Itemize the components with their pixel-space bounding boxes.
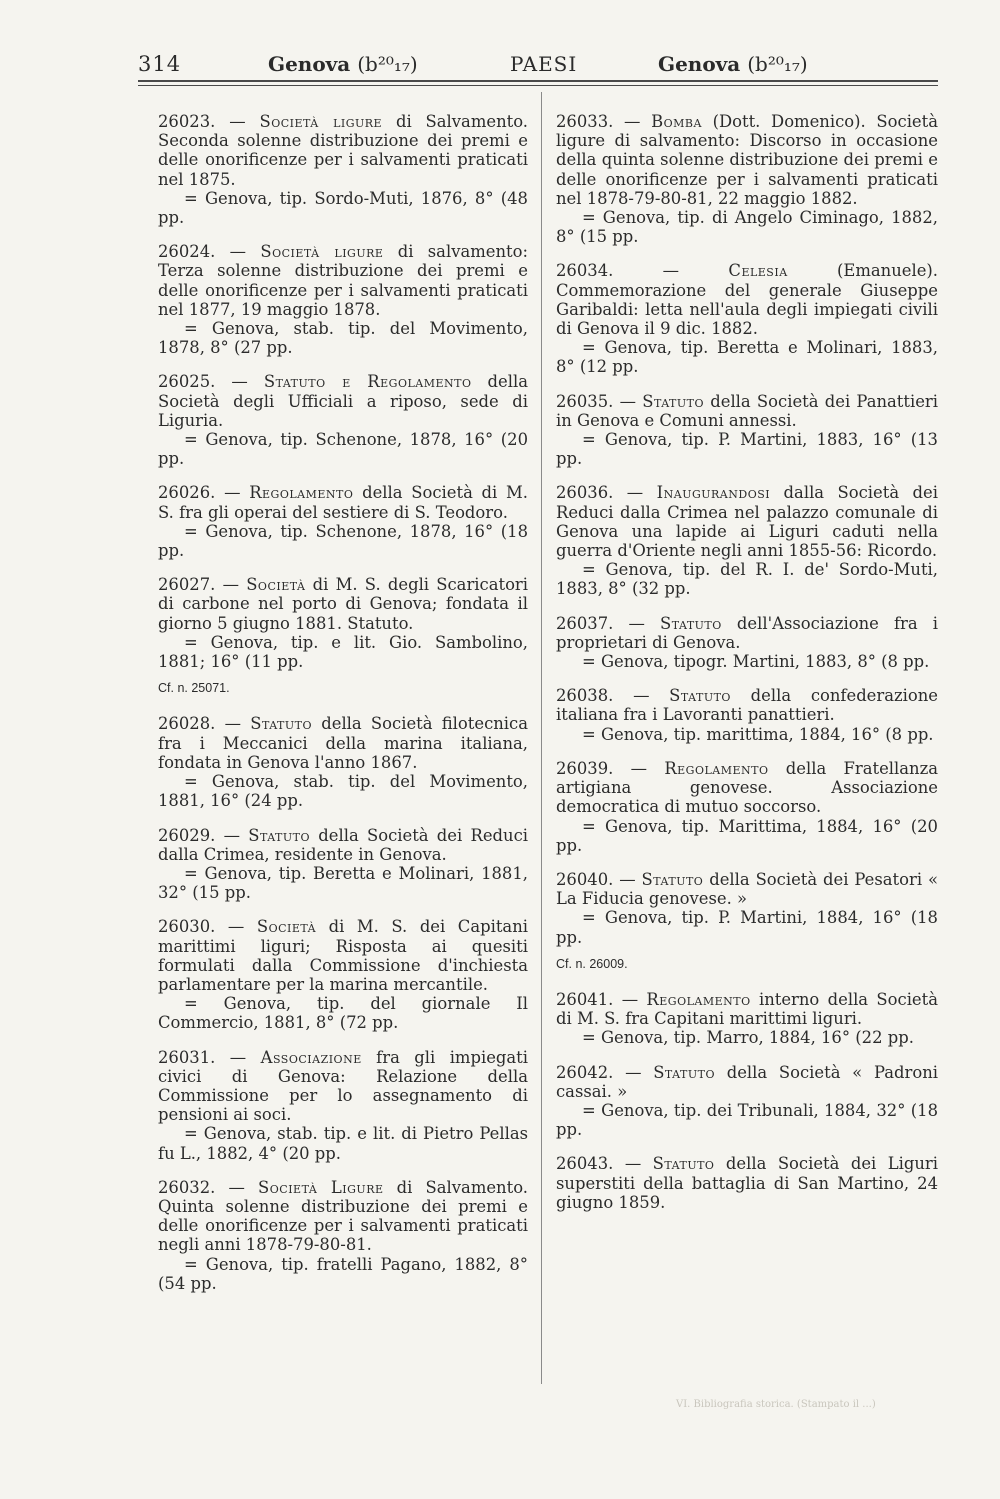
bibliography-entry [556, 392, 938, 469]
entry-dash: — [613, 483, 657, 503]
header-left-city: Genova [268, 52, 351, 76]
entry-title: della Società dei Pesatori « La Fiducia genovese. » [556, 869, 938, 909]
entry-text [556, 870, 938, 908]
bibliography-entry [158, 714, 528, 810]
bibliography-entry [158, 1048, 528, 1163]
entry-cross-reference: Cf. n. 25071. [158, 681, 230, 696]
entry-dash: — [613, 613, 661, 633]
entry-text [158, 826, 528, 864]
entry-text [158, 1178, 528, 1255]
entry-title: interno della Società di M. S. fra Capitani marittimi liguri. [556, 989, 938, 1029]
entry-number: 26026. [158, 483, 216, 503]
bibliography-entry [158, 372, 528, 468]
entry-dash: — [613, 1062, 654, 1082]
entry-title: dell'Associazione fra i proprietari di Genova. [556, 613, 939, 652]
running-header [138, 44, 938, 86]
entry-imprint: = Genova, tip. Beretta e Molinari, 1883, 8° (12 pp. [556, 338, 938, 377]
entry-title: della Fratellanza artigiana genovese. Associazione democratica di mutuo soccorso. [556, 758, 939, 817]
entry-imprint: = Genova, tip. Marittima, 1884, 16° (20 pp. [556, 816, 938, 855]
entry-text [158, 242, 528, 319]
entry-number: 26041. [556, 989, 614, 1009]
entry-number: 26035. [556, 391, 614, 411]
header-rule-thick [138, 80, 938, 82]
entry-heading: Regolamento [249, 483, 354, 503]
bibliography-entry [158, 483, 528, 560]
bibliography-entry [556, 686, 938, 744]
header-right-code: (b²⁰₁₇) [747, 52, 808, 76]
entry-heading: Bomba [651, 112, 702, 131]
entry-dash: — [215, 372, 264, 392]
entry-dash: — [613, 758, 665, 778]
entry-number: 26023. [158, 112, 216, 131]
entry-number: 26042. [556, 1062, 614, 1082]
entry-dash: — [613, 112, 652, 131]
entry-text [158, 917, 528, 994]
entry-dash: — [613, 1154, 653, 1174]
entry-text [556, 990, 938, 1028]
entry-heading: Inaugurandosi [656, 483, 771, 503]
entry-imprint: = Genova, stab. tip. del Movimento, 1881, 16° (24 pp. [158, 772, 528, 811]
entry-text [158, 1048, 528, 1125]
bibliography-entry [556, 870, 938, 947]
entry-imprint: = Genova, tip. dei Tribunali, 1884, 32° (18 pp. [556, 1100, 938, 1140]
entry-number: 26040. [556, 869, 614, 889]
entry-title: della Società dei Panattieri in Genova e Comuni annessi. [556, 391, 939, 430]
bibliography-entry [556, 112, 938, 246]
entry-title: di M. S. degli Scaricatori di carbone nel porto di Genova; fondata il giorno 5 giugno 1881. Statuto. [158, 575, 529, 633]
entry-dash: — [613, 391, 643, 411]
entry-imprint: = Genova, tip. e lit. Gio. Sambolino, 1881; 16° (11 pp. [158, 632, 528, 672]
entry-number: 26037. [556, 613, 614, 633]
header-left-code: (b²⁰₁₇) [357, 52, 418, 76]
entry-text [158, 575, 528, 633]
entry-title: della Società filotecnica fra i Meccanici della marina italiana, fondata in Genova l'anno 1867. [158, 714, 529, 772]
entry-heading: Statuto [652, 1154, 715, 1174]
entry-title: di Salvamento. Quinta solenne distribuzione dei premi e delle onorificenze per i salvamenti praticati negli anni 1878-79-80-81. [158, 1177, 528, 1255]
entry-title: di salvamento: Terza solenne distribuzione dei premi e delle onorificenze per i salvamenti praticati nel 1877, 19 maggio 1878. [158, 242, 529, 319]
entry-dash: — [215, 575, 247, 595]
entry-imprint: = Genova, tip. marittima, 1884, 16° (8 pp. [582, 724, 934, 744]
entry-number: 26029. [158, 825, 216, 845]
entry-dash: — [215, 825, 249, 845]
column-divider [541, 92, 542, 1384]
entry-text [556, 1154, 938, 1212]
entry-imprint: = Genova, tip. fratelli Pagano, 1882, 8° (54 pp. [158, 1254, 528, 1293]
entry-number: 26043. [556, 1154, 614, 1174]
entry-text [556, 483, 938, 560]
entry-number: 26030. [158, 917, 216, 937]
entry-heading: Associazione [260, 1047, 362, 1067]
entry-imprint: = Genova, tip. P. Martini, 1883, 16° (13 pp. [556, 430, 938, 469]
bibliography-entry [158, 826, 528, 903]
entry-heading: Statuto [660, 613, 722, 633]
entry-heading: Statuto [248, 825, 311, 845]
entry-text [556, 614, 938, 652]
entry-title: della Società di M. S. fra gli operai del sestiere di S. Teodoro. [158, 483, 529, 522]
entry-heading: Società [246, 575, 306, 595]
page-number: 314 [138, 52, 182, 76]
entry-imprint: = Genova, tip. del R. I. de' Sordo-Muti, 1883, 8° (32 pp. [556, 560, 938, 599]
entry-dash: — [613, 989, 647, 1009]
entry-heading: Statuto [653, 1062, 715, 1082]
entry-imprint: = Genova, tip. Beretta e Molinari, 1881, 32° (15 pp. [158, 863, 528, 903]
bibliography-entry [556, 1063, 938, 1140]
bibliography-entry [158, 917, 528, 1032]
entry-dash: — [215, 917, 257, 937]
header-right-city: Genova [658, 52, 741, 76]
entry-title: fra gli impiegati civici di Genova: Relazione della Commissione per lo assegnamento di pensioni ai soci. [158, 1047, 529, 1125]
entry-title: di Salvamento. Seconda solenne distribuzione dei premi e delle onorificenze per i salvamenti praticati nel 1875. [158, 112, 529, 189]
entry-dash: — [613, 869, 642, 889]
entry-heading: Società ligure [259, 112, 383, 131]
entry-text [158, 112, 528, 189]
bibliography-entry [158, 112, 528, 227]
entry-heading: Statuto e Regolamento [263, 372, 472, 392]
entry-title: di M. S. dei Capitani marittimi liguri; Risposta ai quesiti formulati dalla Commissione d'inchiesta parlamentare per la marina mercantile. [158, 917, 528, 994]
bibliography-entry [158, 575, 528, 671]
right-column [556, 112, 938, 1227]
entry-imprint: = Genova, tip. Marro, 1884, 16° (22 pp. [582, 1028, 914, 1048]
entry-imprint: = Genova, stab. tip. e lit. di Pietro Pellas fu L., 1882, 4° (20 pp. [158, 1124, 528, 1163]
entry-imprint: = Genova, tip. Schenone, 1878, 16° (20 pp. [158, 430, 528, 469]
entry-heading: Società Ligure [258, 1177, 384, 1197]
entry-heading: Società ligure [260, 242, 384, 262]
entry-number: 26031. [158, 1047, 216, 1067]
header-left-title [268, 52, 418, 76]
entry-number: 26039. [556, 758, 614, 778]
entry-text [556, 1063, 938, 1101]
entry-imprint: = Genova, tip. P. Martini, 1884, 16° (18 pp. [556, 908, 938, 947]
entry-heading: Regolamento [646, 989, 751, 1009]
entry-title: dalla Società dei Reduci dalla Crimea nel palazzo comunale di Genova una lapide ai Liguri caduti nella guerra d'Oriente negli anni 1855-56: Ricordo. [556, 483, 938, 561]
bibliography-entry [556, 483, 938, 598]
entry-imprint: = Genova, tip. Schenone, 1878, 16° (18 pp. [158, 521, 528, 561]
entry-heading: Statuto [250, 714, 313, 734]
entry-heading: Statuto [641, 869, 704, 889]
entry-number: 26038. [556, 686, 614, 706]
entry-text [556, 261, 938, 338]
bibliography-entry [556, 990, 938, 1048]
entry-title: (Dott. Domenico). Società ligure di salvamento: Discorso in occasione della quinta solenne distribuzione dei premi e delle onorificenze per i salvamenti praticati nel 1878-79-80-81, 22 maggio 1882. [556, 112, 938, 208]
entry-dash: — [613, 686, 670, 706]
entry-dash: — [215, 1047, 261, 1067]
entry-text [556, 759, 938, 817]
entry-dash: — [215, 1177, 259, 1197]
entry-imprint: = Genova, tipogr. Martini, 1883, 8° (8 pp. [582, 652, 930, 672]
entry-heading: Statuto [669, 686, 731, 706]
bibliography-entry [556, 759, 938, 855]
entry-text [158, 483, 528, 521]
entry-text [556, 392, 938, 430]
entry-number: 26024. [158, 242, 216, 262]
entry-imprint: = Genova, tip. del giornale Il Commercio, 1881, 8° (72 pp. [158, 994, 528, 1033]
entry-title: della Società degli Ufficiali a riposo, sede di Liguria. [158, 372, 529, 430]
entry-number: 26032. [158, 1177, 216, 1197]
entry-dash: — [215, 112, 260, 131]
bibliography-entry [556, 1154, 938, 1212]
header-section: PAESI [510, 52, 578, 76]
entry-number: 26033. [556, 112, 614, 131]
entry-dash: — [215, 714, 251, 734]
entry-imprint: = Genova, tip. Sordo-Muti, 1876, 8° (48 pp. [158, 188, 528, 228]
bibliography-entry [556, 261, 938, 376]
entry-dash: — [613, 261, 729, 281]
entry-text [158, 714, 528, 772]
left-column [158, 112, 528, 1308]
entry-dash: — [215, 483, 250, 503]
bleed-through-footer: VI. Bibliografia storica. (Stampato il ...) [676, 1399, 876, 1410]
entry-cross-reference: Cf. n. 26009. [556, 956, 628, 971]
entry-heading: Società [256, 917, 317, 937]
entry-number: 26025. [158, 372, 216, 392]
entry-number: 26027. [158, 575, 216, 595]
header-right-title [658, 52, 808, 76]
entry-title: della Società dei Liguri superstiti della battaglia di San Martino, 24 giugno 1859. [556, 1154, 938, 1212]
entry-imprint: = Genova, stab. tip. del Movimento, 1878, 8° (27 pp. [158, 319, 528, 358]
bibliography-entry [158, 1178, 528, 1293]
bibliography-entry [556, 614, 938, 672]
entry-text [556, 686, 938, 724]
entry-imprint: = Genova, tip. di Angelo Ciminago, 1882, 8° (15 pp. [556, 208, 938, 247]
header-rule-thin [138, 85, 938, 86]
bibliography-entry [158, 242, 528, 357]
entry-text [158, 372, 528, 430]
entry-heading: Celesia [728, 261, 788, 281]
entry-number: 26028. [158, 714, 216, 734]
entry-number: 26036. [556, 483, 614, 503]
entry-title: (Emanuele). Commemorazione del generale Giuseppe Garibaldi: letta nell'aula degli impiegati civili di Genova il 9 dic. 1882. [556, 261, 938, 339]
entry-number: 26034. [556, 261, 614, 281]
entry-text [556, 112, 938, 208]
entry-title: della Società dei Reduci dalla Crimea, residente in Genova. [158, 825, 528, 864]
entry-title: della confederazione italiana fra i Lavoranti panattieri. [556, 686, 938, 725]
entry-heading: Statuto [642, 391, 705, 411]
entry-heading: Regolamento [664, 758, 769, 778]
entry-title: della Società « Padroni cassai. » [556, 1062, 938, 1101]
entry-dash: — [215, 242, 261, 262]
